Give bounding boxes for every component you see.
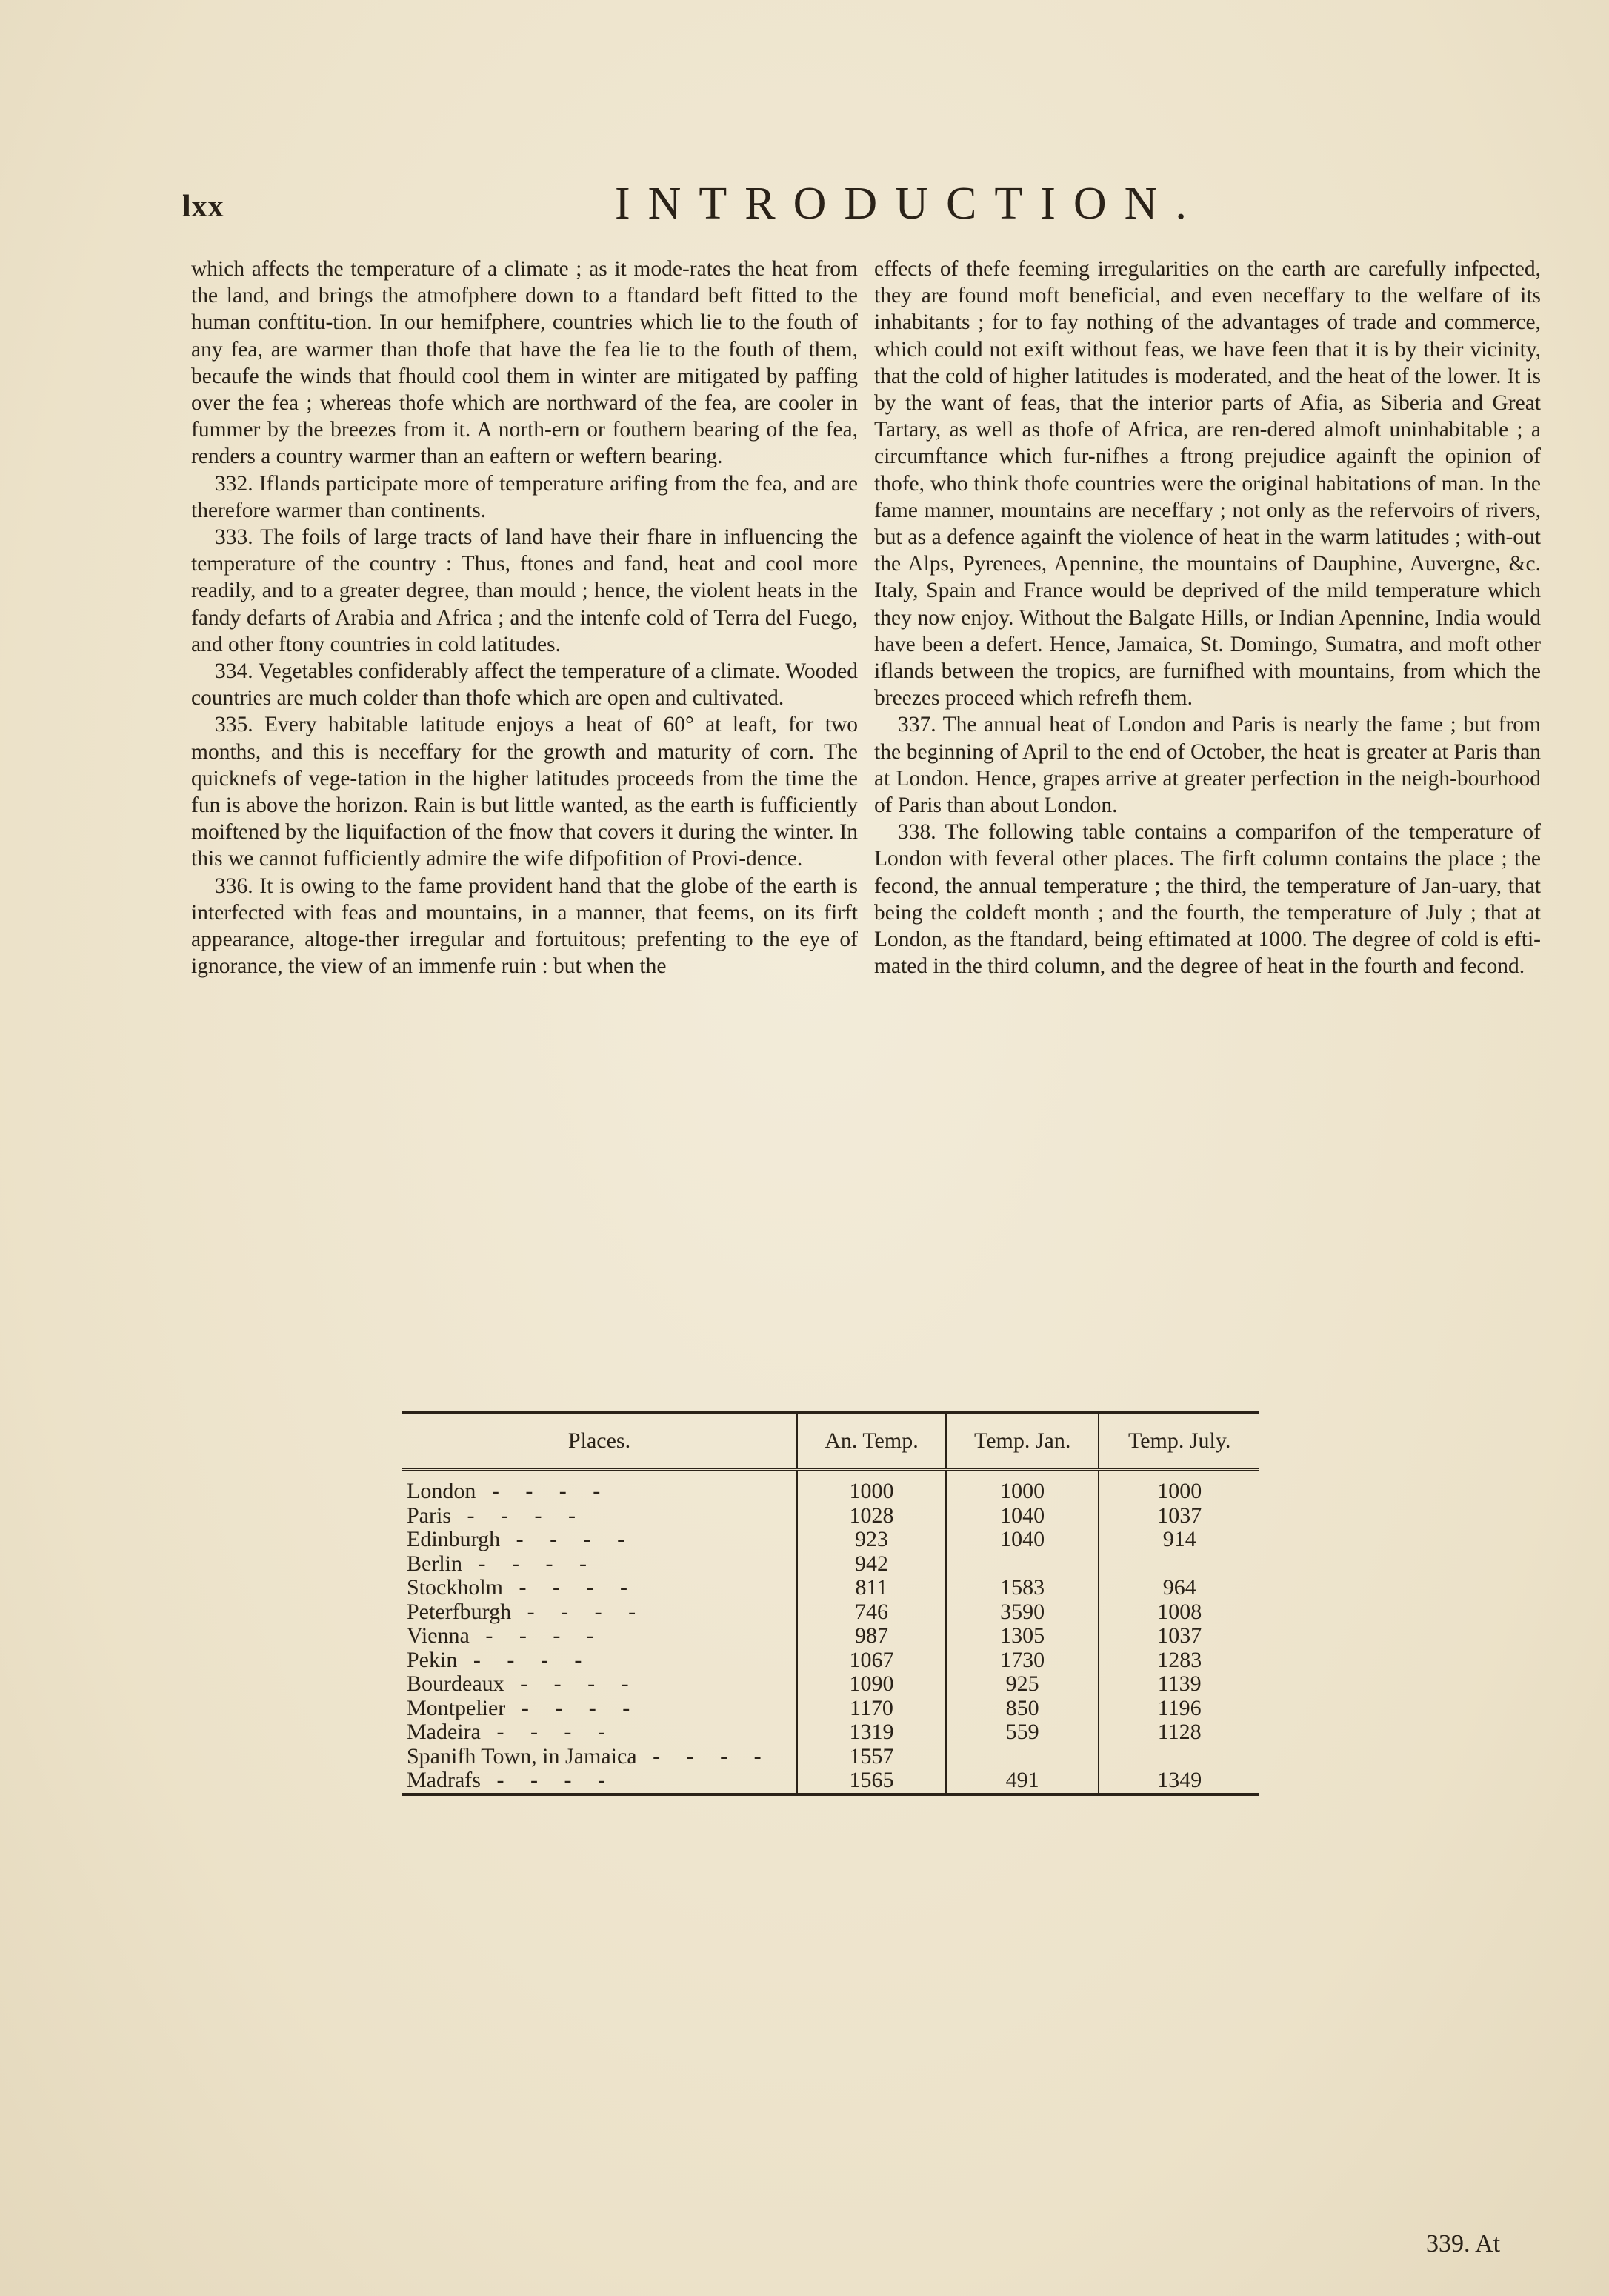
temperature-table-container xyxy=(402,1411,1259,1796)
july-temp-cell: 914 xyxy=(1162,1527,1196,1551)
january-temp-cell xyxy=(946,1745,1099,1769)
annual-temp-cell: 1067 xyxy=(797,1648,946,1673)
july-temp-cell: 1349 xyxy=(1157,1768,1202,1792)
place-name: Stockholm xyxy=(407,1575,504,1600)
dot-leaders: - - - - xyxy=(636,1743,772,1768)
column-header: An. Temp. xyxy=(797,1413,946,1470)
january-temp-cell: 559 xyxy=(946,1720,1099,1745)
table-row xyxy=(402,1576,1259,1600)
page-number: lxx xyxy=(182,190,224,224)
table-row xyxy=(402,1624,1259,1648)
place-cell xyxy=(402,1768,797,1794)
place-cell xyxy=(402,1470,797,1504)
place-name: Bourdeaux xyxy=(407,1671,504,1696)
place-name: London xyxy=(407,1479,476,1503)
january-temp-cell: 1583 xyxy=(946,1576,1099,1600)
place-cell xyxy=(402,1528,797,1552)
paragraph: 338. The following table contains a comparifon of the temperature of London with feveral other places. The firft column contains the place ; the fecond, the annual temperature ; the third, the temperature of Jan-uary, that being the coldeft month ; and the fourth, the temperature of July ; that at London, as the ftandard, being eftimated at 1000. The degree of cold is efti-mated in the third column, and the degree of heat in the fourth and fecond. xyxy=(874,820,1541,979)
paragraph: 337. The annual heat of London and Paris is nearly the fame ; but from the beginning of April to the end of October, the heat is greater at Paris than at London. Hence, grapes arrive at greater perfection in the neigh-bourhood of Paris than about London. xyxy=(874,713,1541,818)
july-temp-cell: 1037 xyxy=(1157,1623,1202,1648)
table-row xyxy=(402,1697,1259,1721)
paragraph: effects of thefe feeming irregularities on the earth are carefully infpected, they are found moft beneficial, and even neceffary to the welfare of its inhabitants ; for to fay nothing of the advantages of trade and commerce, which could not exift without feas, we have feen that it is by their vicinity, that the cold of higher latitudes is moderated, and the heat of the lower. It is by the want of feas, that the interior parts of Afia, as Siberia and Great Tartary, as well as thofe of Africa, are ren-dered almoft uninhabitable ; a circumftance which fur-nifhes a ftrong prejudice againft the opinion of thofe, who think thofe countries were the original habitations of man. In the fame manner, mountains are neceffary ; not only as the refervoirs of rivers, but as a defence againft the violence of heat in the warm latitudes ; with-out the Alps, Pyrenees, Apennine, the mountains of Dauphine, Auvergne, &c. Italy, Spain and France would be deprived of the mild temperature which they now enjoy. Without the Balgate Hills, or Indian Apennine, India would have been a defert. Hence, Jamaica, St. Domingo, Sumatra, and moft other iflands between the tropics, are furnifhed with mountains, from which the breezes proceed which refrefh them. xyxy=(874,257,1541,711)
table-row xyxy=(402,1470,1259,1504)
annual-temp-cell: 1000 xyxy=(797,1470,946,1504)
annual-temp-cell: 1565 xyxy=(797,1768,946,1794)
place-name: Peterfburgh xyxy=(407,1599,512,1624)
july-temp-cell: 1000 xyxy=(1157,1479,1202,1503)
place-cell xyxy=(402,1624,797,1648)
place-name: Vienna xyxy=(407,1623,470,1648)
dot-leaders: - - - - xyxy=(505,1695,641,1720)
dot-leaders: - - - - xyxy=(476,1479,611,1503)
table-row xyxy=(402,1504,1259,1528)
dot-leaders: - - - - xyxy=(480,1720,616,1744)
place-cell xyxy=(402,1745,797,1769)
table-header-row xyxy=(402,1413,1259,1470)
table-row xyxy=(402,1648,1259,1673)
annual-temp-cell: 1028 xyxy=(797,1504,946,1528)
right-text-column xyxy=(874,256,1541,979)
dot-leaders: - - - - xyxy=(511,1599,647,1624)
dot-leaders: - - - - xyxy=(503,1575,638,1600)
july-temp-cell: 1037 xyxy=(1157,1503,1202,1528)
paragraph: 336. It is owing to the fame provident hand that the globe of the earth is interfected with feas and mountains, in a manner, that feems, on its firft appearance, altoge-ther irregular and fortuitous; prefenting to the eye of ignorance, the view of an immenfe ruin : but when the xyxy=(191,874,858,979)
place-cell xyxy=(402,1648,797,1673)
july-temp-cell xyxy=(1099,1745,1259,1769)
annual-temp-cell: 1170 xyxy=(797,1697,946,1721)
column-header: Temp. Jan. xyxy=(946,1413,1099,1470)
place-name: Montpelier xyxy=(407,1695,506,1720)
annual-temp-cell: 923 xyxy=(797,1528,946,1552)
paragraph: 335. Every habitable latitude enjoys a heat of 60° at leaft, for two months, and this is neceffary for the growth and maturity of corn. The quicknefs of vege-tation in the higher latitudes proceeds from the time the fun is above the horizon. Rain is but little wanted, as the earth is fufficiently moiftened by the liquifaction of the fnow that covers it during the winter. In this we cannot fufficiently admire the wife difpofition of Provi-dence. xyxy=(191,713,858,871)
table-row xyxy=(402,1552,1259,1577)
column-header: Temp. July. xyxy=(1099,1413,1259,1470)
july-temp-cell: 1128 xyxy=(1157,1720,1202,1744)
dot-leaders: - - - - xyxy=(469,1623,604,1648)
january-temp-cell: 850 xyxy=(946,1697,1099,1721)
temperature-table xyxy=(402,1411,1259,1796)
july-temp-cell: 964 xyxy=(1162,1575,1196,1600)
july-temp-cell: 1008 xyxy=(1157,1599,1202,1624)
left-text-column xyxy=(191,256,858,979)
place-cell xyxy=(402,1504,797,1528)
january-temp-cell: 1040 xyxy=(946,1528,1099,1552)
july-temp-cell: 1139 xyxy=(1157,1671,1202,1696)
place-name: Paris xyxy=(407,1503,451,1528)
july-temp-cell: 1196 xyxy=(1157,1695,1202,1720)
place-name: Madeira xyxy=(407,1720,481,1744)
table-row xyxy=(402,1745,1259,1769)
annual-temp-cell: 942 xyxy=(797,1552,946,1577)
annual-temp-cell: 811 xyxy=(797,1576,946,1600)
table-row xyxy=(402,1672,1259,1697)
column-header: Places. xyxy=(402,1413,797,1470)
january-temp-cell: 3590 xyxy=(946,1600,1099,1625)
dot-leaders: - - - - xyxy=(462,1551,597,1576)
july-temp-cell xyxy=(1099,1552,1259,1577)
annual-temp-cell: 987 xyxy=(797,1624,946,1648)
january-temp-cell: 1040 xyxy=(946,1504,1099,1528)
dot-leaders: - - - - xyxy=(480,1768,616,1792)
january-temp-cell: 1305 xyxy=(946,1624,1099,1648)
place-cell xyxy=(402,1552,797,1577)
running-title: INTRODUCTION. xyxy=(615,179,1205,229)
catchword: 339. At xyxy=(1426,2230,1501,2257)
january-temp-cell: 491 xyxy=(946,1768,1099,1794)
place-name: Edinburgh xyxy=(407,1527,501,1551)
paragraph: 334. Vegetables confiderably affect the temperature of a climate. Wooded countries are much colder than thofe which are open and cultivated. xyxy=(191,659,858,711)
january-temp-cell: 925 xyxy=(946,1672,1099,1697)
place-cell xyxy=(402,1672,797,1697)
paragraph: 333. The foils of large tracts of land have their fhare in influencing the temperature of the country : Thus, ftones and fand, heat and cool more readily, and to a greater degree, than mould ; hence, the violent heats in the fandy defarts of Arabia and Africa ; and the intenfe cold of Terra del Fuego, and other ftony countries in cold latitudes. xyxy=(191,525,858,656)
table-row xyxy=(402,1768,1259,1794)
place-name: Pekin xyxy=(407,1647,458,1672)
annual-temp-cell: 746 xyxy=(797,1600,946,1625)
place-cell xyxy=(402,1600,797,1625)
dot-leaders: - - - - xyxy=(457,1647,593,1672)
place-name: Madrafs xyxy=(407,1768,481,1792)
dot-leaders: - - - - xyxy=(500,1527,636,1551)
place-cell xyxy=(402,1576,797,1600)
paragraph: which affects the temperature of a climate ; as it mode-rates the heat from the land, and brings the atmofphere down to a ftandard beft fitted to the human conftitu-tion. In our hemifphere, countries which lie to the fouth of any fea, are warmer than thofe that have the fea lie to the fouth of them, becaufe the winds that fhould cool them in winter are mitigated by paffing over the fea ; whereas thofe which are northward of the fea, are cooler in fummer by the breezes from it. A north-ern or fouthern bearing of the fea, renders a country warmer than an eaftern or weftern bearing. xyxy=(191,257,858,469)
annual-temp-cell: 1090 xyxy=(797,1672,946,1697)
january-temp-cell: 1730 xyxy=(946,1648,1099,1673)
january-temp-cell xyxy=(946,1552,1099,1577)
dot-leaders: - - - - xyxy=(504,1671,639,1696)
table-row xyxy=(402,1528,1259,1552)
table-row xyxy=(402,1720,1259,1745)
place-name: Spanifh Town, in Jamaica xyxy=(407,1743,637,1768)
dot-leaders: - - - - xyxy=(451,1503,586,1528)
july-temp-cell: 1283 xyxy=(1157,1647,1202,1672)
place-cell xyxy=(402,1720,797,1745)
january-temp-cell: 1000 xyxy=(946,1470,1099,1504)
place-name: Berlin xyxy=(407,1551,462,1576)
annual-temp-cell: 1319 xyxy=(797,1720,946,1745)
paragraph: 332. Iflands participate more of temperature arifing from the fea, and are therefore warmer than continents. xyxy=(191,471,858,522)
place-cell xyxy=(402,1697,797,1721)
table-row xyxy=(402,1600,1259,1625)
annual-temp-cell: 1557 xyxy=(797,1745,946,1769)
